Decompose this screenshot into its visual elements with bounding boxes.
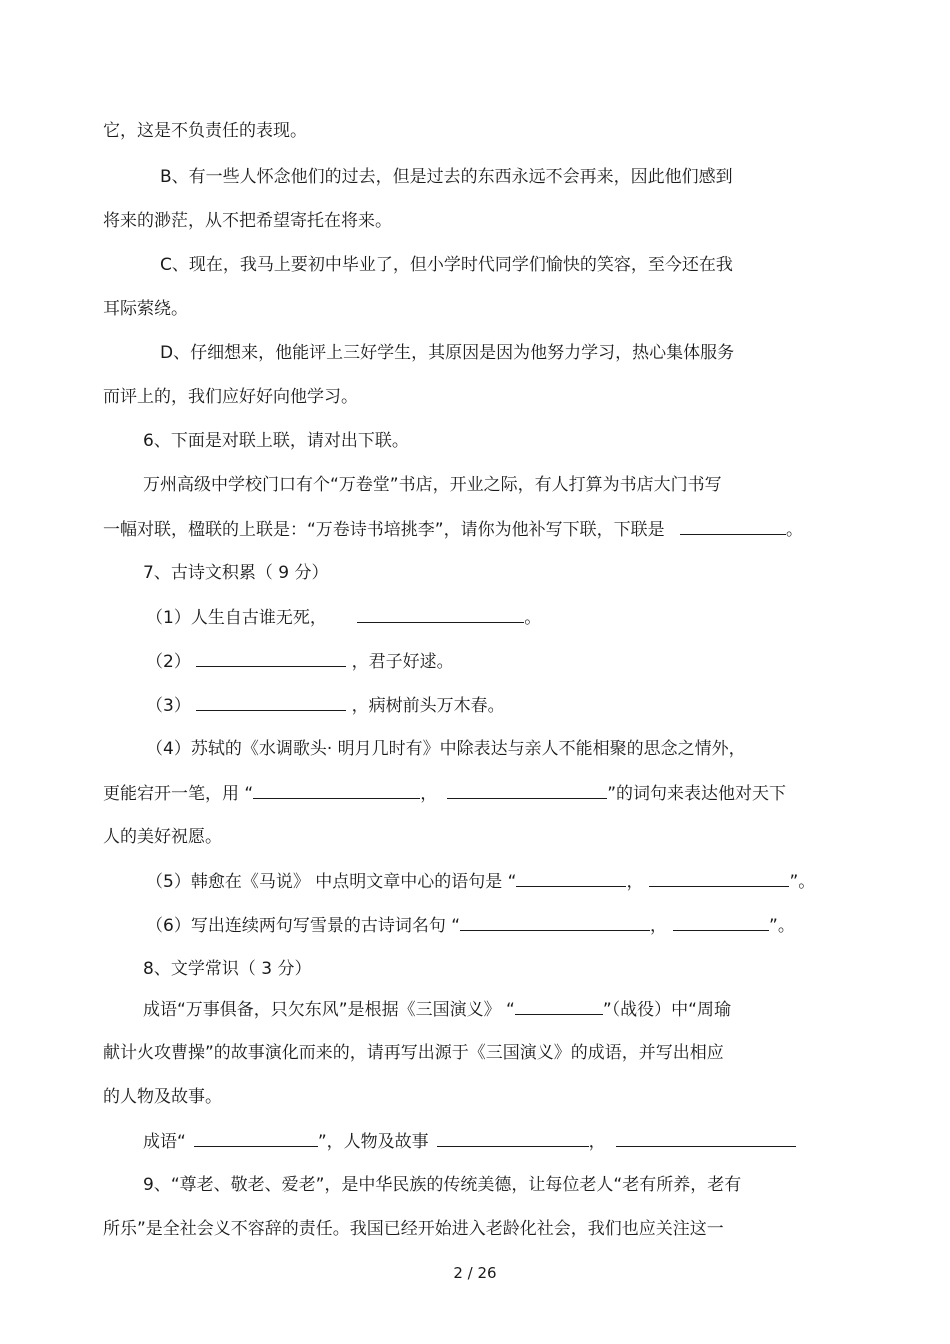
poem-item-6-tail: ”。	[769, 916, 795, 936]
question-6-text-2	[103, 518, 803, 541]
question-8-text-1	[143, 998, 731, 1021]
character-blank[interactable]	[437, 1130, 589, 1147]
answer-blank[interactable]	[516, 870, 626, 887]
story-label: ”，人物及故事	[317, 1132, 429, 1152]
comma: ，	[420, 784, 438, 804]
option-d-line-2: 而评上的，我们应好好向他学习。	[103, 387, 358, 407]
question-7-heading: 7、古诗文积累（ 9 分）	[143, 563, 329, 583]
question-8-text-3: 的人物及故事。	[103, 1087, 222, 1107]
question-9-text-2: 所乐”是全社会义不容辞的责任。我国已经开始进入老龄化社会，我们也应关注这一	[103, 1219, 724, 1239]
poem-item-4-prompt: 更能宕开一笔，用 “	[103, 784, 254, 804]
poem-item-5-tail: ”。	[789, 872, 816, 892]
comma: ，	[588, 1132, 606, 1152]
poem-item-3	[146, 694, 505, 717]
question-8-answer-line	[143, 1130, 796, 1153]
poem-item-5	[146, 870, 815, 893]
poem-item-2-text: ，君子好逑。	[351, 652, 454, 672]
question-9-text-1: 9、“尊老、敬老、爱老”，是中华民族的传统美德，让每位老人“老有所养，老有	[143, 1175, 742, 1195]
question-8-tail: ”（战役）中“周瑜	[602, 1000, 731, 1020]
text-line: 它，这是不负责任的表现。	[103, 121, 307, 141]
answer-blank[interactable]	[460, 914, 650, 931]
question-6-prompt: 一幅对联，楹联的上联是：“万卷诗书培挑李”，请你为他补写下联，下联是	[103, 520, 665, 540]
poem-item-1-text: （1）人生自古谁无死，	[146, 608, 327, 628]
story-blank[interactable]	[616, 1130, 796, 1147]
question-6-heading: 6、下面是对联上联，请对出下联。	[143, 431, 409, 451]
comma: ，	[626, 872, 644, 892]
period: 。	[524, 608, 542, 628]
option-d-line-1: D、仔细想来，他能评上三好学生，其原因是因为他努力学习，热心集体服务	[160, 343, 735, 363]
poem-item-3-text: ，病树前头万木春。	[351, 696, 505, 716]
answer-blank[interactable]	[196, 694, 346, 711]
answer-blank[interactable]	[357, 606, 524, 623]
poem-item-2	[146, 650, 454, 673]
page-number: 2 / 26	[453, 1264, 497, 1282]
answer-blank[interactable]	[649, 870, 789, 887]
poem-item-4-line-1: （4）苏轼的《水调歌头· 明月几时有》中除表达与亲人不能相聚的思念之情外，	[146, 739, 746, 759]
option-c-line-2: 耳际萦绕。	[103, 299, 188, 319]
option-c-line-1: C、现在，我马上要初中毕业了，但小学时代同学们愉快的笑容，至今还在我	[160, 255, 733, 275]
answer-blank[interactable]	[196, 650, 346, 667]
poem-item-6	[146, 914, 795, 937]
poem-item-2-label: （2）	[146, 652, 191, 672]
question-8-prompt: 成语“万事俱备，只欠东风”是根据《三国演义》 “	[143, 1000, 515, 1020]
answer-blank[interactable]	[447, 782, 607, 799]
answer-blank[interactable]	[253, 782, 420, 799]
poem-item-1	[146, 606, 541, 629]
idiom-blank[interactable]	[194, 1130, 318, 1147]
option-b-line-2: 将来的渺茫，从不把希望寄托在将来。	[103, 211, 392, 231]
question-6-text-1: 万州高级中学校门口有个“万卷堂”书店，开业之际，有人打算为书店大门书写	[143, 475, 722, 495]
poem-item-6-prompt: （6）写出连续两句写雪景的古诗词名句 “	[146, 916, 461, 936]
answer-blank[interactable]	[680, 518, 786, 535]
poem-item-5-prompt: （5）韩愈在《马说》 中点明文章中心的语句是 “	[146, 872, 517, 892]
comma: ，	[650, 916, 668, 936]
option-b-line-1: B、有一些人怀念他们的过去，但是过去的东西永远不会再来，因此他们感到	[160, 167, 733, 187]
idiom-label: 成语“	[143, 1132, 186, 1152]
question-8-text-2: 献计火攻曹操”的故事演化而来的，请再写出源于《三国演义》的成语，并写出相应	[103, 1043, 724, 1063]
question-8-heading: 8、文学常识（ 3 分）	[143, 959, 312, 979]
poem-item-4-line-2	[103, 782, 786, 805]
answer-blank[interactable]	[673, 914, 769, 931]
poem-item-3-label: （3）	[146, 696, 191, 716]
period: 。	[786, 520, 804, 540]
poem-item-4-line-3: 人的美好祝愿。	[103, 827, 222, 847]
answer-blank[interactable]	[515, 998, 603, 1015]
poem-item-4-tail: ”的词句来表达他对天下	[607, 784, 787, 804]
